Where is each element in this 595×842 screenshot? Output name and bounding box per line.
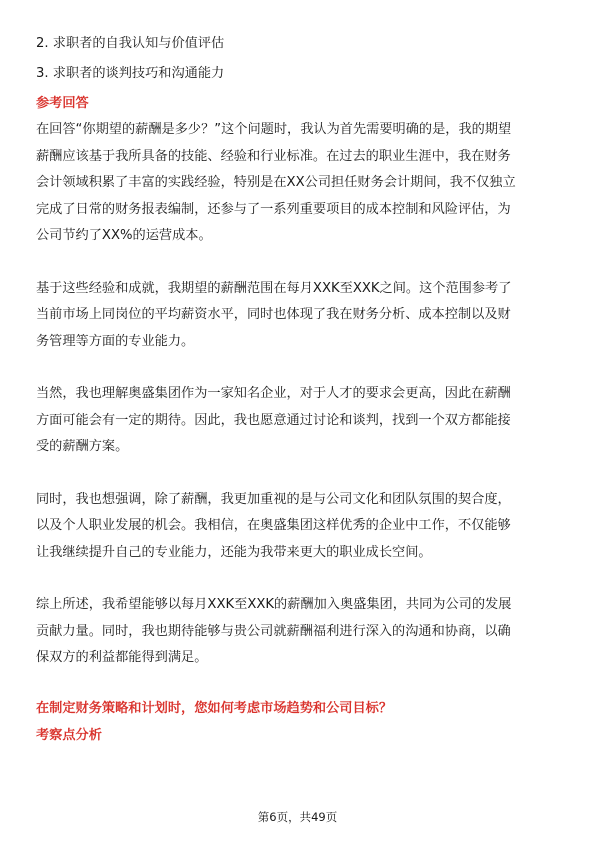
analysis-heading: 考察点分析 bbox=[36, 727, 102, 743]
paragraph-line: 当前市场上同岗位的平均薪资水平，同时也体现了我在财务分析、成本控制以及财 bbox=[36, 307, 511, 322]
page-number-footer: 第6页，共49页 bbox=[257, 810, 338, 824]
reference-answer-heading: 参考回答 bbox=[36, 96, 89, 111]
paragraph-line: 方面可能会有一定的期待。因此，我也愿意通过讨论和谈判，找到一个双方都能接 bbox=[36, 412, 511, 428]
answer-paragraph-3 bbox=[36, 381, 559, 461]
paragraph-line: 当然，我也理解奥盛集团作为一家知名企业，对于人才的要求会更高，因此在薪酬 bbox=[36, 386, 511, 401]
paragraph-line: 在回答“你期望的薪酬是多少？”这个问题时，我认为首先需要明确的是，我的期望 bbox=[36, 122, 512, 137]
paragraph-line: 会计领域积累了丰富的实践经验，特别是在XX公司担任财务会计期间，我不仅独立 bbox=[36, 175, 516, 190]
answer-paragraph-4 bbox=[36, 487, 559, 567]
paragraph-line: 保双方的利益都能得到满足。 bbox=[36, 650, 208, 665]
list-item-2: 2. 求职者的自我认知与价值评估 bbox=[36, 36, 225, 51]
paragraph-line: 基于这些经验和成就，我期望的薪酬范围在每月XXK至XXK之间。这个范围参考了 bbox=[36, 280, 512, 296]
page-content bbox=[36, 33, 559, 746]
paragraph-line: 以及个人职业发展的机会。我相信，在奥盛集团这样优秀的企业中工作，不仅能够 bbox=[36, 518, 511, 533]
paragraph-line: 完成了日常的财务报表编制，还参与了一系列重要项目的成本控制和风险评估，为 bbox=[36, 201, 511, 217]
paragraph-line: 受的薪酬方案。 bbox=[36, 439, 129, 454]
paragraph-line: 公司节约了XX%的运营成本。 bbox=[36, 228, 212, 243]
answer-paragraph-5 bbox=[36, 592, 559, 672]
answer-paragraph-1 bbox=[36, 117, 559, 250]
paragraph-line: 薪酬应该基于我所具备的技能、经验和行业标准。在过去的职业生涯中，我在财务 bbox=[36, 148, 511, 164]
list-item-3: 3. 求职者的谈判技巧和沟通能力 bbox=[36, 66, 225, 81]
paragraph-line: 务管理等方面的专业能力。 bbox=[36, 333, 195, 349]
paragraph-line: 综上所述，我希望能够以每月XXK至XXK的薪酬加入奥盛集团，共同为公司的发展 bbox=[36, 597, 512, 612]
paragraph-line: 贡献力量。同时，我也期待能够与贵公司就薪酬福利进行深入的沟通和协商，以确 bbox=[36, 623, 511, 639]
paragraph-line: 让我继续提升自己的专业能力，还能为我带来更大的职业成长空间。 bbox=[36, 544, 432, 560]
next-question-heading: 在制定财务策略和计划时，您如何考虑市场趋势和公司目标？ bbox=[36, 700, 393, 716]
paragraph-line: 同时，我也想强调，除了薪酬，我更加重视的是与公司文化和团队氛围的契合度， bbox=[36, 491, 511, 507]
answer-paragraph-2 bbox=[36, 276, 559, 356]
